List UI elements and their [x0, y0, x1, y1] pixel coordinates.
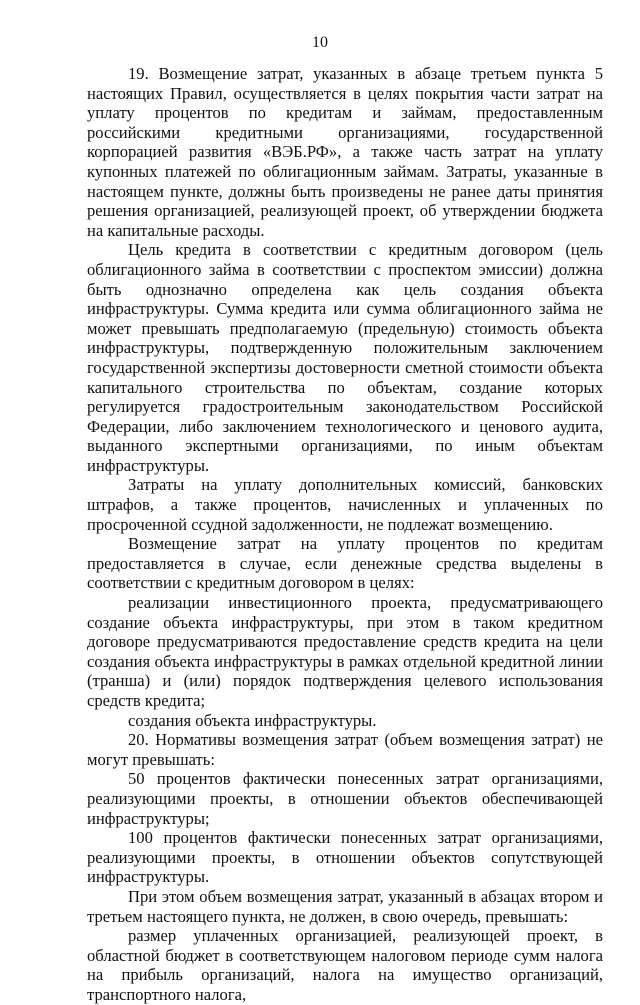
paragraph-non-reimbursable: Затраты на уплату дополнительных комиссий, банковских штрафов, а также процентов, начисленных и уплаченных по просроченной ссудной задолженности, не подлежат возмещению. [87, 475, 603, 534]
paragraph-taxes: размер уплаченных организацией, реализующей проект, в областной бюджет в соответствующем налоговом периоде сумм налога на прибыль организаций, налога на имущество организаций, транспортного налога, [87, 926, 603, 1004]
paragraph-20: 20. Нормативы возмещения затрат (объем возмещения затрат) не могут превышать: [87, 730, 603, 769]
page-number: 10 [312, 34, 328, 51]
document-body [87, 64, 603, 1005]
paragraph-credit-purpose: Цель кредита в соответствии с кредитным договором (цель облигационного займа в соответствии с проспектом эмиссии) должна быть однозначно определена как цель создания объекта инфраструктуры. Сумма кредита или сумма облигационного займа не может превышать предполагаемую (предельную) стоимость объекта инфраструктуры, подтвержденную положительным заключением государственной экспертизы достоверности сметной стоимости объекта капитального строительства по объектам, создание которых регулируется градостроительным законодательством Российской Федерации, либо заключением технологического и ценового аудита, выданного экспертными организациями, по иным объектам инфраструктуры. [87, 240, 603, 475]
paragraph-interest-reimbursement: Возмещение затрат на уплату процентов по кредитам предоставляется в случае, если денежные средства выделены в соответствии с кредитным договором в целях: [87, 534, 603, 593]
paragraph-limit: При этом объем возмещения затрат, указанный в абзацах втором и третьем настоящего пункта, не должен, в свою очередь, превышать: [87, 886, 603, 926]
paragraph-100-percent: 100 процентов фактически понесенных затрат организациями, реализующими проекты, в отношении объектов сопутствующей инфраструктуры. [87, 828, 603, 887]
paragraph-50-percent: 50 процентов фактически понесенных затрат организациями, реализующими проекты, в отношении объектов обеспечивающей инфраструктуры; [87, 769, 603, 828]
paragraph-19: 19. Возмещение затрат, указанных в абзаце третьем пункта 5 настоящих Правил, осуществляется в целях покрытия части затрат на уплату процентов по кредитам и займам, предоставленным российскими кредитными организациями, государственной корпорацией развития «ВЭБ.РФ», а также часть затрат на уплату купонных платежей по облигационным займам. Затраты, указанные в настоящем пункте, должны быть произведены не ранее даты принятия решения организацией, реализующей проект, об утверждении бюджета на капитальные расходы. [87, 64, 603, 240]
paragraph-infrastructure-creation: создания объекта инфраструктуры. [128, 710, 377, 730]
paragraph-investment-project: реализации инвестиционного проекта, предусматривающего создание объекта инфраструктуры, при этом в таком кредитном договоре предусматриваются предоставление средств кредита на цели создания объекта инфраструктуры в рамках отдельной кредитной линии (транша) и (или) порядок подтверждения целевого использования средств кредита; [87, 593, 603, 710]
